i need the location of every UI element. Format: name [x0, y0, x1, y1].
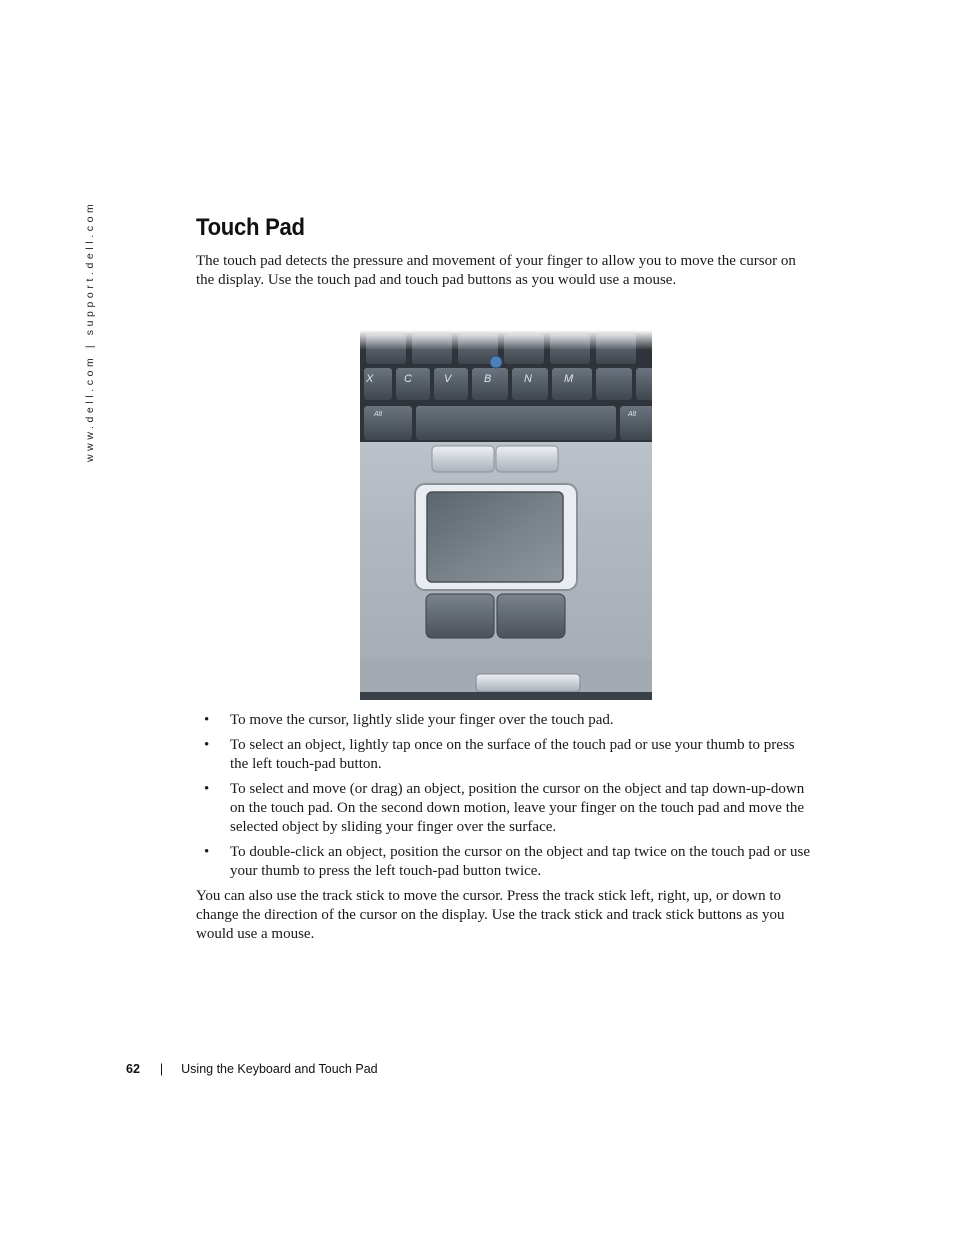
section-title: Touch Pad	[196, 214, 305, 241]
touchpad-right-button	[497, 594, 565, 638]
touchpad-left-button	[426, 594, 494, 638]
instruction-list	[196, 711, 816, 887]
list-item: • To double-click an object, position the cursor on the object and tap twice on the touch pad or use your thumb to press the left touch-pad button twice.	[204, 844, 811, 879]
key-c: C	[404, 373, 412, 385]
page-number: 62	[126, 1062, 140, 1076]
footer-separator: |	[159, 1062, 164, 1076]
list-item: • To select an object, lightly tap once on the surface of the touch pad or use your thumb to press the left touch-pad button.	[204, 737, 795, 772]
track-stick-left-button	[432, 446, 494, 472]
intro-paragraph: The touch pad detects the pressure and movement of your finger to allow you to move the cursor on the display. Use the touch pad and touch pad buttons as you would use a mouse.	[196, 253, 796, 288]
key-n: N	[524, 373, 532, 385]
closing-paragraph: You can also use the track stick to move the cursor. Press the track stick left, right, up, or down to change the direction of the cursor on the display. Use the track stick and track stick buttons as you would use a mouse.	[196, 888, 785, 942]
sidebar-url: www.dell.com | support.dell.com	[84, 200, 96, 462]
list-item: • To select and move (or drag) an object, position the cursor on the object and tap down-up-down on the touch pad. On the second down motion, leave your finger on the touch pad and move the selected object by sliding your finger over the surface.	[204, 781, 805, 835]
bullet-symbol: •	[204, 844, 210, 860]
bullet-symbol: •	[204, 737, 210, 753]
lid-latch	[476, 674, 580, 692]
chapter-title: Using the Keyboard and Touch Pad	[181, 1062, 378, 1076]
key-m: M	[564, 373, 574, 385]
key-b: B	[484, 373, 492, 385]
letter-keys-row	[364, 368, 652, 400]
track-stick	[490, 356, 502, 368]
touchpad-illustration	[360, 330, 652, 700]
alt-key-left: Alt	[374, 411, 383, 418]
section	[196, 214, 816, 289]
touchpad-surface	[427, 492, 563, 582]
bullet-symbol: •	[204, 712, 210, 728]
page-footer	[126, 1062, 378, 1076]
space-row	[364, 406, 652, 440]
key-v: V	[444, 373, 452, 385]
alt-key-right: Alt	[628, 411, 637, 418]
bullet-symbol: •	[204, 781, 210, 797]
track-stick-right-button	[496, 446, 558, 472]
key-x: X	[366, 373, 374, 385]
list-item: • To move the cursor, lightly slide your finger over the touch pad.	[204, 712, 614, 728]
